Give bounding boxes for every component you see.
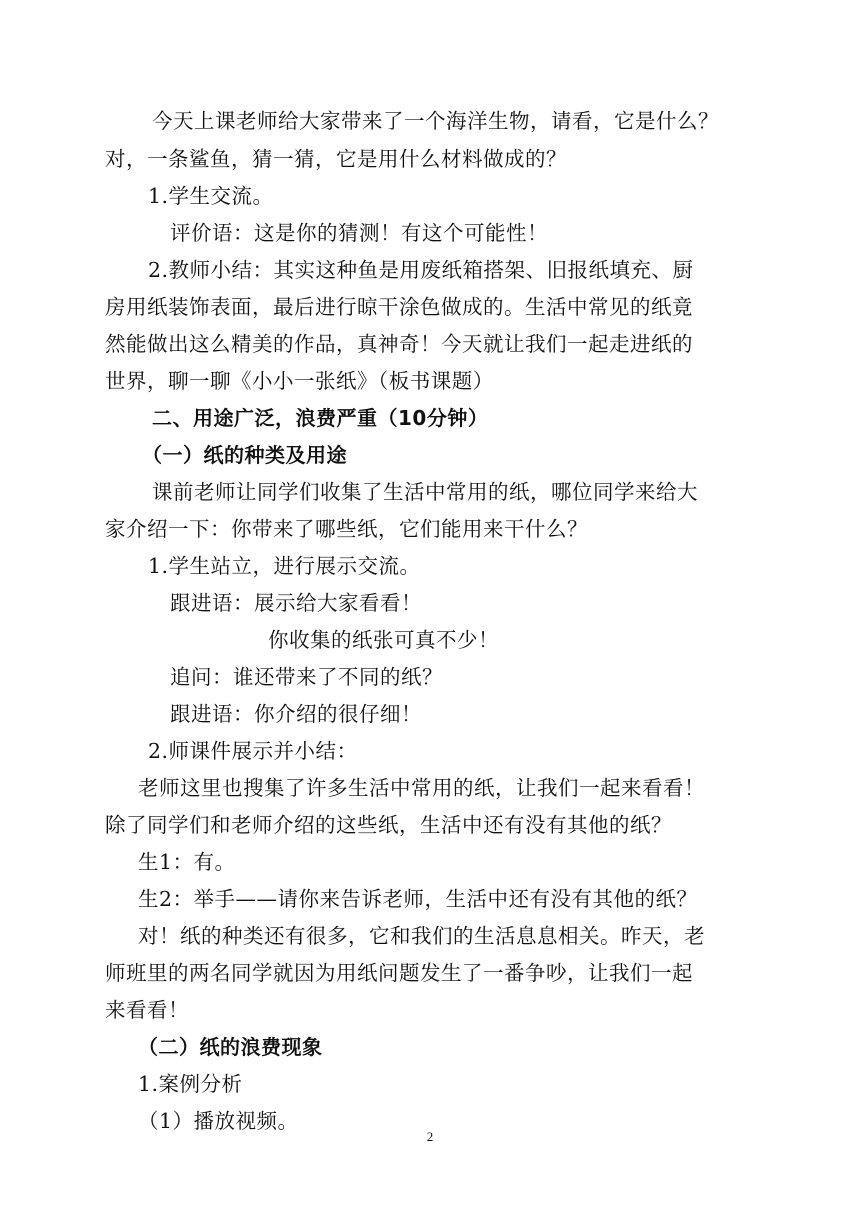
paragraph-line: 跟进语：你介绍的很仔细！	[170, 702, 422, 726]
list-item: 2.师课件展示并小结：	[148, 739, 358, 763]
paragraph-line: 生2：举手——请你来告诉老师，生活中还有没有其他的纸？	[138, 887, 698, 911]
paragraph-line: 家介绍一下：你带来了哪些纸，它们能用来干什么？	[105, 517, 588, 541]
paragraph-line: 评价语：这是你的猜测！有这个可能性！	[170, 221, 548, 245]
list-item: 1.案例分析	[138, 1072, 243, 1096]
paragraph-line: 对！纸的种类还有很多，它和我们的生活息息相关。昨天，老	[138, 924, 705, 948]
paragraph-line: 老师这里也搜集了许多生活中常用的纸，让我们一起来看看！	[138, 776, 705, 800]
list-item: 1.学生站立，进行展示交流。	[148, 554, 421, 578]
paragraph-line: 追问：谁还带来了不同的纸？	[170, 665, 443, 689]
paragraph-line: 对，一条鲨鱼，猜一猜，它是用什么材料做成的？	[105, 147, 567, 171]
paragraph-line: 你收集的纸张可真不少！	[268, 628, 499, 652]
paragraph-line: 今天上课老师给大家带来了一个海洋生物，请看，它是什么？	[152, 109, 719, 133]
paragraph-line: 课前老师让同学们收集了生活中常用的纸，哪位同学来给大	[152, 480, 698, 504]
page-number: 2	[426, 1129, 434, 1144]
paragraph-line: 除了同学们和老师介绍的这些纸，生活中还有没有其他的纸？	[105, 813, 672, 837]
subsection-heading: （二）纸的浪费现象	[138, 1035, 323, 1059]
paragraph-line: 师班里的两名同学就因为用纸问题发生了一番争吵，让我们一起	[105, 961, 693, 985]
section-heading: 二、用途广泛，浪费严重（10分钟）	[152, 406, 489, 430]
paragraph-line: 跟进语：展示给大家看看！	[170, 591, 422, 615]
paragraph-line: 房用纸装饰表面，最后进行晾干涂色做成的。生活中常见的纸竟	[105, 295, 693, 319]
subsection-heading: （一）纸的种类及用途	[142, 443, 347, 467]
paragraph-line: 世界，聊一聊《小小一张纸》（板书课题）	[105, 369, 494, 393]
list-item: 1.学生交流。	[148, 184, 274, 208]
paragraph-line: 来看看！	[105, 998, 189, 1022]
list-item: （1）播放视频。	[138, 1109, 299, 1133]
paragraph-line: 生1：有。	[138, 850, 236, 874]
list-item: 2.教师小结：其实这种鱼是用废纸箱搭架、旧报纸填充、厨	[148, 258, 694, 282]
paragraph-line: 然能做出这么精美的作品，真神奇！今天就让我们一起走进纸的	[105, 332, 693, 356]
